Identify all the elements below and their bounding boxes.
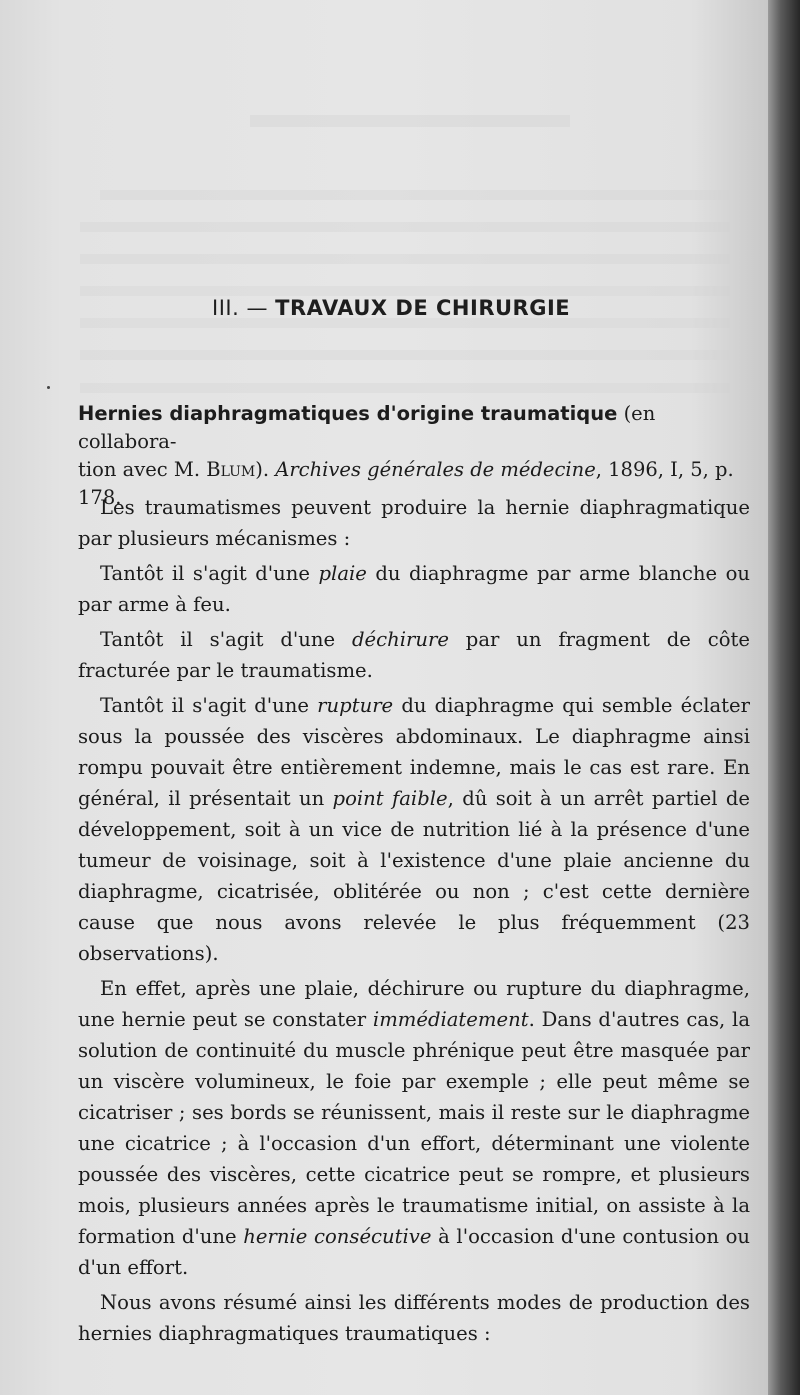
paragraph-4 [78,690,750,969]
paragraph-4-text-middle: du diaphragme qui semble éclater sous la poussée des viscères abdominaux. Le diaphragme ainsi rompu pouvait être entièrement indemne, mais le cas est rare. En général, il présentait un [78,694,750,810]
show-through-line [80,350,730,360]
paragraph-2-text: Tantôt il s'agit d'une [100,562,319,585]
paragraph-4-text-end: , dû soit à un arrêt partiel de développement, soit à un vice de nutrition lié à la présence d'une tumeur de voisinage, soit à l'existence d'une plaie ancienne du diaphragme, cicatrisée, oblitérée ou non ; c'est cette dernière cause que nous avons relevée le plus fréquemment (23 observations). [78,787,750,965]
section-heading [212,296,570,320]
reference-line-1 [78,400,750,456]
paragraph-1 [78,492,750,554]
book-spine-shadow [768,0,800,1395]
reference-title: Hernies diaphragmatiques d'origine traumatique [78,402,618,425]
section-title: TRAVAUX DE CHIRURGIE [275,296,571,320]
paragraph-6-text: Nous avons résumé ainsi les différents modes de production des hernies diaphragmatiques traumatiques : [78,1291,750,1345]
show-through-line [80,222,730,232]
show-through-header [250,115,570,127]
paragraph-5-text: En effet, après une plaie, déchirure ou rupture du diaphragme, une hernie peut se constater [78,977,750,1031]
show-through-line [80,383,730,393]
paragraph-6 [78,1287,750,1349]
reference-after-author: ). [255,458,276,481]
ink-speck [47,386,50,389]
reference-collab-cont: tion avec M. [78,458,207,481]
paragraph-5 [78,973,750,1283]
paragraph-2-text-end: du diaphragme par arme blanche ou par arme à feu. [78,562,750,616]
paragraph-4-italic: rupture [317,694,394,717]
reference-collab: (en collabora- [78,402,656,453]
paragraph-5-italic: immédiatement [372,1008,529,1031]
paragraph-1-text: Les traumatismes peuvent produire la hernie diaphragmatique par plusieurs mécanismes : [78,496,750,550]
section-dash: — [239,296,276,320]
show-through-line [80,286,730,296]
paragraph-3 [78,624,750,686]
paragraph-2-italic: plaie [318,562,367,585]
paragraph-4-italic-2: point faible [332,787,448,810]
show-through-line [80,254,730,264]
reference-author: Blum [206,458,256,481]
paragraph-5-text-middle: . Dans d'autres cas, la solution de continuité du muscle phrénique peut être masquée par un viscère volumineux, le foie par exemple ; elle peut même se cicatriser ; ses bords se réunissent, mais il reste sur le diaphragme une cicatrice ; à l'occasion d'un effort, déterminant une violente poussée des viscères, cette cicatrice peut se rompre, et plusieurs mois, plusieurs années après le traumatisme initial, on assiste à la formation d'une [78,1008,751,1248]
reference-journal: Archives générales de médecine [275,458,596,481]
reference-citation: , 1896, I, 5, p. 178. [78,458,734,509]
paragraph-3-text: Tantôt il s'agit d'une [100,628,352,651]
paragraph-5-text-end: à l'occasion d'une contusion ou d'un effort. [78,1225,750,1279]
paragraph-3-italic: déchirure [351,628,449,651]
paragraph-5-italic-2: hernie consécutive [243,1225,432,1248]
body-text [78,492,750,1353]
section-number: III. [212,296,240,320]
paragraph-3-text-end: par un fragment de côte fracturée par le traumatisme. [78,628,750,682]
paragraph-2 [78,558,750,620]
show-through-line [100,190,730,200]
paragraph-4-text: Tantôt il s'agit d'une [100,694,318,717]
